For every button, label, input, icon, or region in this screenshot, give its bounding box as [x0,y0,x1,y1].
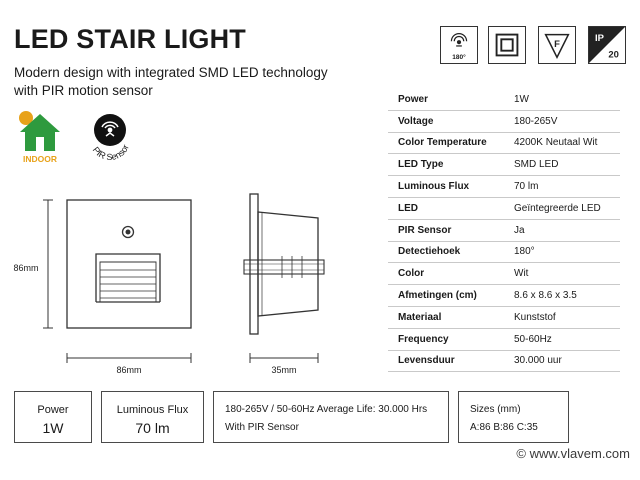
flux-box-value: 70 lm [135,420,170,436]
spec-value: 8.6 x 8.6 x 3.5 [504,285,620,307]
flux-box-label: Luminous Flux [116,404,189,416]
pir-angle-label: 180° [452,54,466,61]
width-dimension [67,353,191,375]
spec-row [388,132,620,154]
indoor-label: INDOOR [23,154,57,164]
spec-value: 1W [504,89,620,110]
flux-box [101,391,204,443]
spec-row [388,241,620,263]
spec-key: Materiaal [388,306,504,328]
spec-row [388,263,620,285]
double-insulation-icon [488,26,526,64]
spec-key: Detectiehoek [388,241,504,263]
pir-sensor-label: PIR Sensor [90,143,131,163]
front-view [67,200,191,328]
sizes-label: Sizes (mm) [470,404,521,415]
product-subtitle [14,64,374,100]
spec-key: Frequency [388,328,504,350]
spec-value: 70 lm [504,176,620,198]
spec-table [388,89,620,372]
spec-row [388,197,620,219]
electrical-box [213,391,449,443]
spec-row [388,176,620,198]
watermark: © www.vlavem.com [516,446,630,461]
subtitle-line-1: Modern design with integrated SMD LED technology [14,65,328,80]
spec-key: Power [388,89,504,110]
height-label: 86mm [13,263,39,273]
house-icon [16,108,64,154]
width-label: 86mm [116,365,142,375]
indoor-badge [16,108,66,168]
sizes-values: A:86 B:86 C:35 [470,422,538,433]
spec-row [388,350,620,372]
ip20-icon [588,26,626,64]
spec-key: Color [388,263,504,285]
spec-key: PIR Sensor [388,219,504,241]
height-dimension [13,200,53,328]
spec-row [388,285,620,307]
subtitle-line-2: with PIR motion sensor [14,83,153,98]
side-view [244,194,324,334]
power-box [14,391,92,443]
spec-row [388,89,620,110]
spec-value: Wit [504,263,620,285]
power-box-label: Power [37,404,69,416]
depth-label: 35mm [271,365,297,375]
spec-key: Afmetingen (cm) [388,285,504,307]
pir-sensor-badge [84,110,136,166]
spec-value: 30.000 uur [504,350,620,372]
ip-rating: 20 [608,49,619,61]
with-pir-text: With PIR Sensor [225,422,299,433]
spec-row [388,328,620,350]
power-box-value: 1W [42,420,64,436]
sizes-box [458,391,569,443]
depth-dimension [250,353,318,375]
spec-key: Color Temperature [388,132,504,154]
spec-key: Levensduur [388,350,504,372]
spec-row [388,306,620,328]
spec-value: SMD LED [504,154,620,176]
voltage-life-text: 180-265V / 50-60Hz Average Life: 30.000 Hrs [225,404,428,415]
spec-value: 4200K Neutaal Wit [504,132,620,154]
spec-value: Kunststof [504,306,620,328]
spec-value: Geïntegreerde LED [504,197,620,219]
svg-text:PIR Sensor [91,143,131,162]
f-mark-letter: F [554,38,560,50]
spec-key: LED Type [388,154,504,176]
ip-label: IP [594,33,604,45]
spec-row [388,219,620,241]
spec-value: 50-60Hz [504,328,620,350]
f-mark-icon [538,26,576,64]
spec-key: LED [388,197,504,219]
spec-key: Voltage [388,110,504,132]
spec-value: Ja [504,219,620,241]
spec-value: 180-265V [504,110,620,132]
technical-drawing [0,180,380,380]
pir-sensor-icon [84,110,136,166]
pir-180-icon [440,26,478,64]
spec-row [388,110,620,132]
spec-value: 180° [504,241,620,263]
spec-row [388,154,620,176]
spec-key: Luminous Flux [388,176,504,198]
product-title: LED STAIR LIGHT [14,24,246,54]
